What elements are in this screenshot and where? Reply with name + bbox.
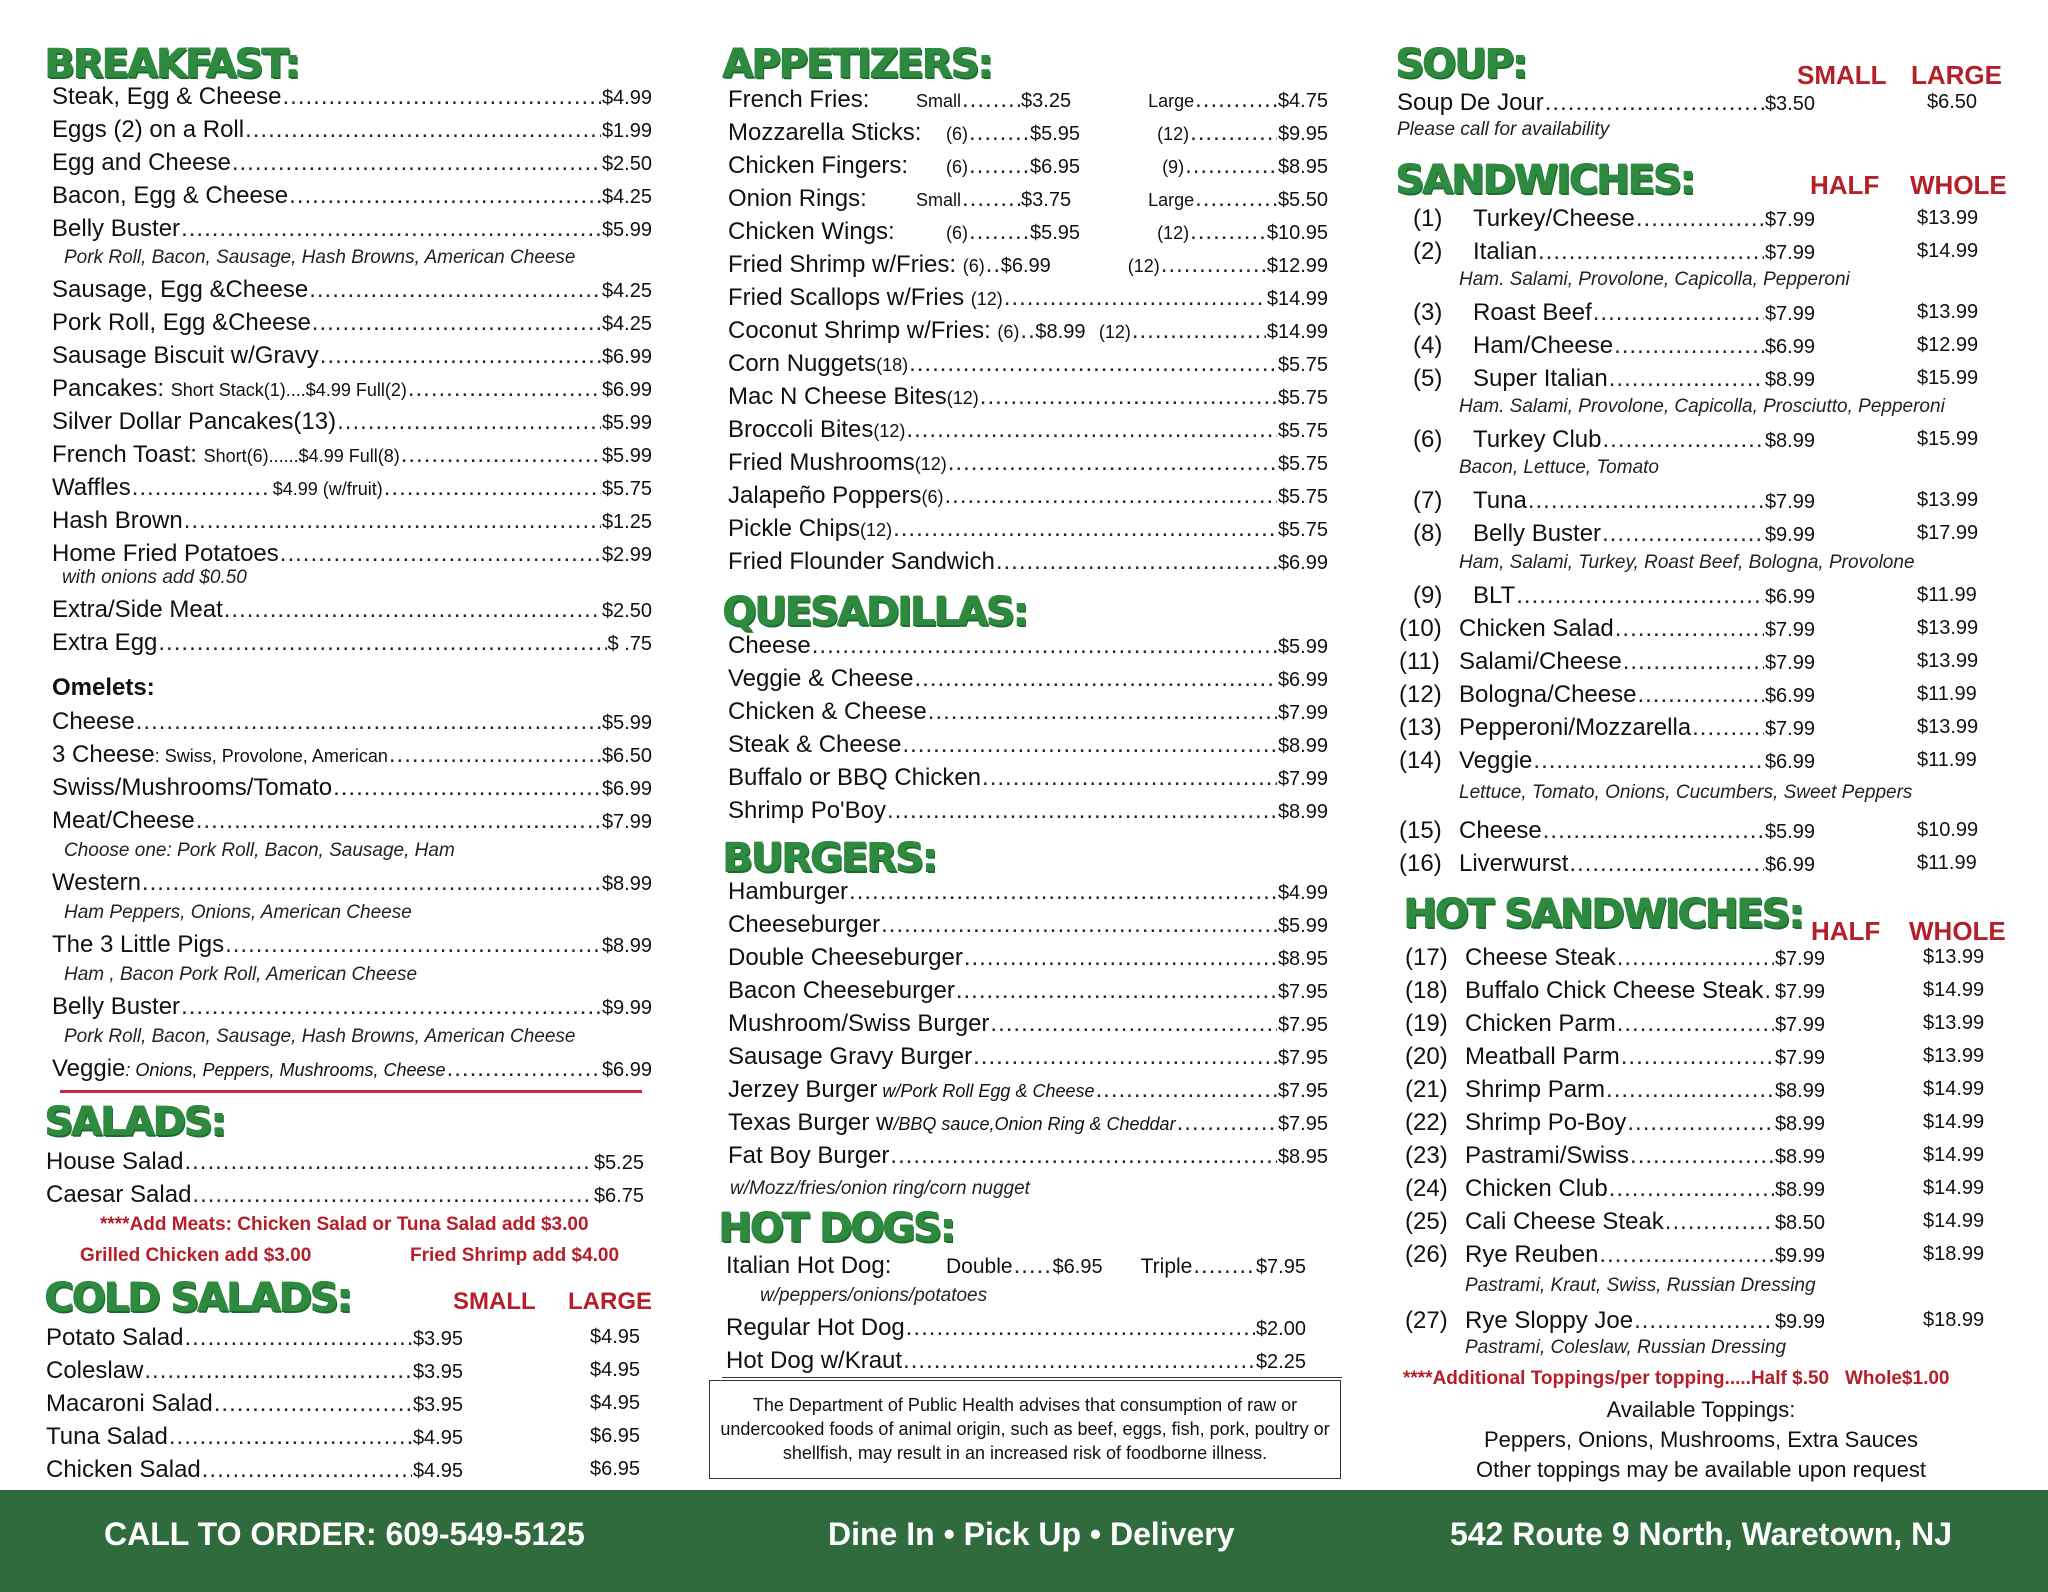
menu-item: Steak & Cheese ..... $8.99 — [728, 729, 1328, 761]
menu-item: Mozzarella Sticks: (6) ..... $5.95 (12) ..... $9.95 — [728, 117, 1328, 149]
menu-item: Double Cheeseburger ..... $8.95 — [728, 942, 1328, 974]
menu-item: (2) Italian ..... $7.99 — [1413, 236, 1815, 268]
whole-price: $10.99 — [1917, 819, 1979, 841]
available-toppings-label: Available Toppings: — [1606, 1397, 1796, 1422]
menu-item: Extra Egg ..... $ .75 — [52, 627, 652, 659]
cold-salads-title: COLD SALADS: — [44, 1275, 351, 1321]
menu-item: Veggie : Onions, Peppers, Mushrooms, Cheese ..... $6.99 — [52, 1053, 652, 1085]
menu-item: Steak, Egg & Cheese ..... $4.99 — [52, 81, 652, 113]
menu-item: (10) Chicken Salad ..... $7.99 — [1399, 613, 1815, 645]
whole-price: $14.99 — [1923, 1177, 1985, 1199]
menu-item: Coconut Shrimp w/Fries: (6) ..... $8.99 (12) ..... $14.99 — [728, 315, 1328, 347]
whole-price: $17.99 — [1917, 522, 1979, 544]
large-label: LARGE — [568, 1288, 652, 1315]
menu-item: Pork Roll, Egg &Cheese ..... $4.25 — [52, 307, 652, 339]
menu-item: Egg and Cheese ..... $2.50 — [52, 147, 652, 179]
whole-price: $14.99 — [1923, 1144, 1985, 1166]
menu-item: (22) Shrimp Po-Boy ..... $8.99 — [1405, 1107, 1825, 1139]
whole-price: $11.99 — [1917, 584, 1977, 606]
menu-item: Coleslaw ..... $3.95 — [46, 1355, 463, 1387]
menu-item: (5) Super Italian ..... $8.99 — [1413, 363, 1815, 395]
item-note: Ham , Bacon Pork Roll, American Cheese — [64, 964, 418, 985]
item-note: Pastrami, Kraut, Swiss, Russian Dressing — [1465, 1275, 1816, 1296]
available-toppings-list: Peppers, Onions, Mushrooms, Extra Sauces — [1483, 1427, 1919, 1452]
whole-price: $13.99 — [1923, 1012, 1985, 1034]
menu-item: (19) Chicken Parm ..... $7.99 — [1405, 1008, 1825, 1040]
menu-item: Mac N Cheese Bites (12) ..... $5.75 — [728, 381, 1328, 413]
menu-item: (17) Cheese Steak ..... $7.99 — [1405, 942, 1825, 974]
large-label: LARGE — [1911, 60, 2002, 90]
menu-item: Chicken & Cheese ..... $7.99 — [728, 696, 1328, 728]
item-note: Choose one: Pork Roll, Bacon, Sausage, Ham — [64, 840, 455, 861]
large-price: $6.95 — [590, 1425, 641, 1447]
small-label: SMALL — [453, 1288, 536, 1315]
menu-item: (23) Pastrami/Swiss ..... $8.99 — [1405, 1140, 1825, 1172]
item-note: Ham, Salami, Turkey, Roast Beef, Bologna, Provolone — [1459, 552, 1915, 573]
quesadillas-title: QUESADILLAS: — [722, 589, 1027, 635]
menu-item: Hamburger ..... $4.99 — [728, 876, 1328, 908]
fried-shrimp-note: Fried Shrimp add $4.00 — [410, 1245, 620, 1266]
large-price: $4.95 — [590, 1326, 641, 1348]
menu-item: (21) Shrimp Parm ..... $8.99 — [1405, 1074, 1825, 1106]
menu-item: Chicken Wings: (6) ..... $5.95 (12) ..... $10.95 — [728, 216, 1328, 248]
whole-price: $11.99 — [1917, 683, 1977, 705]
menu-item: Fried Flounder Sandwich ..... $6.99 — [728, 546, 1328, 578]
menu-item: Belly Buster ..... $5.99 — [52, 213, 652, 245]
menu-item: 3 Cheese : Swiss, Provolone, American ..... $6.50 — [52, 739, 652, 771]
menu-item: Veggie & Cheese ..... $6.99 — [728, 663, 1328, 695]
menu-item: French Toast: Short(6)......$4.99 Full(8) ..... $5.99 — [52, 439, 652, 471]
menu-item: (3) Roast Beef ..... $7.99 — [1413, 297, 1815, 329]
large-price: $4.95 — [590, 1359, 641, 1381]
menu-item: Belly Buster ..... $9.99 — [52, 991, 652, 1023]
menu-item: Cheese ..... $5.99 — [52, 706, 652, 738]
menu-item: Jalapeño Poppers (6) ..... $5.75 — [728, 480, 1328, 512]
menu-item: Pickle Chips (12) ..... $5.75 — [728, 513, 1328, 545]
omelets-title: Omelets: — [52, 674, 155, 701]
appetizers-title: APPETIZERS: — [722, 41, 992, 87]
menu-item: (25) Cali Cheese Steak ..... $8.50 — [1405, 1206, 1825, 1238]
menu-item: Macaroni Salad ..... $3.95 — [46, 1388, 463, 1420]
menu-item: Tuna Salad ..... $4.95 — [46, 1421, 463, 1453]
toppings-note: ****Additional Toppings/per topping.....Half $.50 Whole$1.00 — [1403, 1368, 1950, 1389]
menu-item: (20) Meatball Parm ..... $7.99 — [1405, 1041, 1825, 1073]
menu-item: (16) Liverwurst ..... $6.99 — [1399, 848, 1815, 880]
whole-price: $13.99 — [1917, 617, 1979, 639]
item-note: Lettuce, Tomato, Onions, Cucumbers, Sweet Peppers — [1459, 782, 1913, 803]
address[interactable]: 542 Route 9 North, Waretown, NJ — [1450, 1516, 1952, 1552]
whole-price: $13.99 — [1917, 716, 1979, 738]
large-price: $6.95 — [590, 1458, 641, 1480]
health-advisory: The Department of Public Health advises that consumption of raw or undercooked foods of animal origin, such as beef, eggs, fish, pork, poultry or shellfish, may result in an increased risk of foodborne illness. — [709, 1380, 1341, 1479]
whole-price: $14.99 — [1917, 240, 1979, 262]
whole-price: $13.99 — [1917, 489, 1979, 511]
item-note: w/peppers/onions/potatoes — [760, 1285, 988, 1306]
menu-item: (27) Rye Sloppy Joe ..... $9.99 — [1405, 1305, 1825, 1337]
whole-price: $13.99 — [1917, 207, 1979, 229]
footer-bar — [0, 1490, 2048, 1592]
item-note: Ham. Salami, Provolone, Capicolla, Prosciutto, Pepperoni — [1459, 396, 1945, 417]
large-price: $4.95 — [590, 1392, 641, 1414]
menu-item: Soup De Jour ..... $3.50 — [1397, 87, 1815, 119]
menu-item: Corn Nuggets (18) ..... $5.75 — [728, 348, 1328, 380]
menu-item: Eggs (2) on a Roll ..... $1.99 — [52, 114, 652, 146]
whole-price: $11.99 — [1917, 852, 1977, 874]
small-label: SMALL — [1797, 60, 1887, 90]
sandwiches-title: SANDWICHES: — [1395, 157, 1694, 203]
half-label: HALF — [1810, 170, 1880, 200]
menu-item: (18) Buffalo Chick Cheese Steak ..... $7.99 — [1405, 975, 1825, 1007]
item-note: Pork Roll, Bacon, Sausage, Hash Browns, American Cheese — [64, 247, 576, 268]
item-note: Pork Roll, Bacon, Sausage, Hash Browns, American Cheese — [64, 1026, 576, 1047]
menu-item: Waffles ..... $4.99 (w/fruit) ..... $5.75 — [52, 472, 652, 504]
menu-item: Jerzey Burger w/Pork Roll Egg & Cheese ..... $7.95 — [728, 1074, 1328, 1106]
item-note: Please call for availability — [1397, 119, 1610, 140]
hot-dogs-title: HOT DOGS: — [718, 1205, 954, 1251]
section-divider — [60, 1090, 642, 1093]
menu-item: Pancakes: Short Stack(1)....$4.99 Full(2) ..... $6.99 — [52, 373, 652, 405]
menu-item: Sausage Biscuit w/Gravy ..... $6.99 — [52, 340, 652, 372]
whole-label: WHOLE — [1910, 170, 2007, 200]
menu-item: Sausage Gravy Burger ..... $7.95 — [728, 1041, 1328, 1073]
menu-item: Fat Boy Burger ..... $8.95 — [728, 1140, 1328, 1172]
whole-price: $14.99 — [1923, 979, 1985, 1001]
menu-item: Swiss/Mushrooms/Tomato ..... $6.99 — [52, 772, 652, 804]
whole-price: $11.99 — [1917, 749, 1977, 771]
whole-price: $14.99 — [1923, 1111, 1985, 1133]
menu-item: (7) Tuna ..... $7.99 — [1413, 485, 1815, 517]
whole-price: $14.99 — [1923, 1078, 1985, 1100]
item-note: with onions add $0.50 — [62, 567, 247, 588]
whole-price: $13.99 — [1917, 650, 1979, 672]
menu-item: French Fries: Small ..... $3.25 Large ..... $4.75 — [728, 84, 1328, 116]
service-options: Dine In • Pick Up • Delivery — [828, 1516, 1235, 1552]
menu-item: (1) Turkey/Cheese ..... $7.99 — [1413, 203, 1815, 235]
menu-item: (26) Rye Reuben ..... $9.99 — [1405, 1239, 1825, 1271]
item-note: Ham Peppers, Onions, American Cheese — [64, 902, 412, 923]
menu-item: Texas Burger w /BBQ sauce,Onion Ring & Cheddar ..... $7.95 — [728, 1107, 1328, 1139]
menu-item: Bacon, Egg & Cheese ..... $4.25 — [52, 180, 652, 212]
menu-item: Sausage, Egg &Cheese ..... $4.25 — [52, 274, 652, 306]
item-note: Ham. Salami, Provolone, Capicolla, Pepperoni — [1459, 269, 1850, 290]
half-label: HALF — [1811, 916, 1881, 946]
menu-item: Fried Mushrooms (12) ..... $5.75 — [728, 447, 1328, 479]
menu-item: Silver Dollar Pancakes(13) ..... $5.99 — [52, 406, 652, 438]
item-note: Bacon, Lettuce, Tomato — [1459, 457, 1659, 478]
menu-item: Cheeseburger ..... $5.99 — [728, 909, 1328, 941]
menu-item: Chicken Fingers: (6) ..... $6.95 (9) ..... $8.95 — [728, 150, 1328, 182]
menu-item: Shrimp Po'Boy ..... $8.99 — [728, 795, 1328, 827]
menu-item: Mushroom/Swiss Burger ..... $7.95 — [728, 1008, 1328, 1040]
whole-label: WHOLE — [1909, 916, 2006, 946]
menu-item: Hash Brown ..... $1.25 — [52, 505, 652, 537]
hot-sandwiches-title: HOT SANDWICHES: — [1403, 891, 1803, 937]
whole-price: $18.99 — [1923, 1243, 1985, 1265]
whole-price: $13.99 — [1923, 1045, 1985, 1067]
menu-item: Meat/Cheese ..... $7.99 — [52, 805, 652, 837]
whole-price: $14.99 — [1923, 1210, 1985, 1232]
menu-item: Fried Shrimp w/Fries: (6) ..... $6.99 (12) ..... $12.99 — [728, 249, 1328, 281]
menu-item: (24) Chicken Club ..... $8.99 — [1405, 1173, 1825, 1205]
menu-item: (9) BLT ..... $6.99 — [1413, 580, 1815, 612]
other-toppings-note: Other toppings may be available upon request — [1475, 1457, 1927, 1482]
soup-title: SOUP: — [1395, 41, 1526, 87]
add-meats-note: ****Add Meats: Chicken Salad or Tuna Salad add $3.00 — [100, 1214, 589, 1235]
menu-item: Home Fried Potatoes ..... $2.99 — [52, 538, 652, 570]
menu-item: (11) Salami/Cheese ..... $7.99 — [1399, 646, 1815, 678]
whole-price: $15.99 — [1917, 428, 1979, 450]
menu-item: Potato Salad ..... $3.95 — [46, 1322, 463, 1354]
menu-item: (12) Bologna/Cheese ..... $6.99 — [1399, 679, 1815, 711]
menu-item: Caesar Salad ..... $6.75 — [46, 1179, 644, 1211]
whole-price: $18.99 — [1923, 1309, 1985, 1331]
menu-item: (13) Pepperoni/Mozzarella ..... $7.99 — [1399, 712, 1815, 744]
menu-item: Regular Hot Dog ..... $2.00 — [726, 1312, 1306, 1344]
whole-price: $15.99 — [1917, 367, 1979, 389]
menu-item: Italian Hot Dog: Double ..... $6.95 Triple ..... $7.95 — [726, 1250, 1306, 1282]
item-note: w/Mozz/fries/onion ring/corn nugget — [730, 1178, 1030, 1199]
menu-item: (6) Turkey Club ..... $8.99 — [1413, 424, 1815, 456]
menu-item: (4) Ham/Cheese ..... $6.99 — [1413, 330, 1815, 362]
menu-item: Western ..... $8.99 — [52, 867, 652, 899]
menu-item: Buffalo or BBQ Chicken ..... $7.99 — [728, 762, 1328, 794]
menu-item: (8) Belly Buster ..... $9.99 — [1413, 518, 1815, 550]
menu-item: Broccoli Bites (12) ..... $5.75 — [728, 414, 1328, 446]
whole-price: $12.99 — [1917, 334, 1979, 356]
menu-item: Extra/Side Meat ..... $2.50 — [52, 594, 652, 626]
burgers-title: BURGERS: — [722, 835, 936, 881]
menu-item: Cheese ..... $5.99 — [728, 630, 1328, 662]
breakfast-title: BREAKFAST: — [44, 41, 299, 87]
menu-item: (15) Cheese ..... $5.99 — [1399, 815, 1815, 847]
large-price: $6.50 — [1927, 91, 1978, 113]
grilled-chicken-note: Grilled Chicken add $3.00 — [80, 1245, 312, 1266]
menu-item: Bacon Cheeseburger ..... $7.95 — [728, 975, 1328, 1007]
salads-title: SALADS: — [44, 1099, 225, 1145]
separator-line — [722, 1377, 1342, 1378]
menu-item: Hot Dog w/Kraut ..... $2.25 — [726, 1345, 1306, 1377]
whole-price: $13.99 — [1923, 946, 1985, 968]
menu-item: House Salad ..... $5.25 — [46, 1146, 644, 1178]
menu-item: Onion Rings: Small ..... $3.75 Large ..... $5.50 — [728, 183, 1328, 215]
menu-item: (14) Veggie ..... $6.99 — [1399, 745, 1815, 777]
whole-price: $13.99 — [1917, 301, 1979, 323]
menu-item: Fried Scallops w/Fries (12) ..... $14.99 — [728, 282, 1328, 314]
item-note: Pastrami, Coleslaw, Russian Dressing — [1465, 1337, 1787, 1358]
menu-item: Chicken Salad ..... $4.95 — [46, 1454, 463, 1486]
call-to-order[interactable]: CALL TO ORDER: 609-549-5125 — [104, 1516, 585, 1552]
menu-item: The 3 Little Pigs ..... $8.99 — [52, 929, 652, 961]
